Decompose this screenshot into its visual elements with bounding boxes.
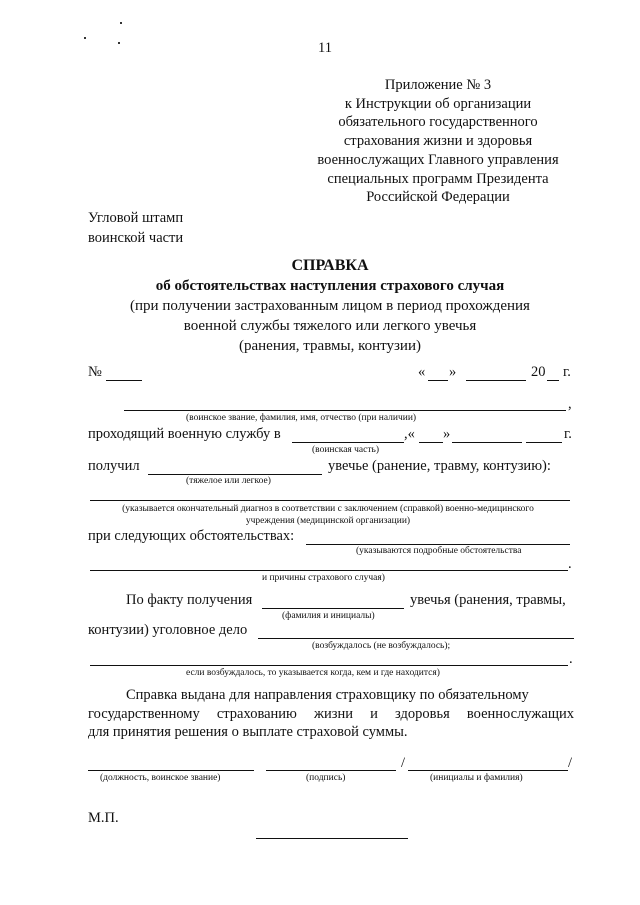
full-name-field[interactable] (124, 410, 566, 411)
row2-mid: ,« (404, 426, 415, 442)
position-caption: (должность, воинское звание) (100, 773, 221, 783)
criminal-case-label: контузии) уголовное дело (88, 622, 248, 638)
criminal-case-field-2[interactable] (90, 665, 568, 666)
title-sub: об обстоятельствах наступления страхового случая (155, 278, 505, 294)
circumstances-label: при следующих обстоятельствах: (88, 528, 295, 544)
appendix-line: Приложение № 3 (384, 77, 492, 93)
appendix-line: к Инструкции об организации (344, 95, 532, 112)
title-paren-2: военной службы тяжелого или легкого увечья (183, 318, 477, 334)
closing-line-2: государственному страхованию жизни и здоровья военнослужащих (88, 705, 574, 722)
appendix-line: военнослужащих Главного управления (317, 151, 559, 168)
bottom-rule (256, 838, 408, 839)
appendix-line: Российской Федерации (366, 189, 510, 206)
date-quote-close: » (449, 364, 457, 380)
row2-year-field[interactable] (526, 442, 562, 443)
position-field[interactable] (88, 770, 254, 771)
page-number: 11 (318, 40, 332, 56)
date-quote-open: « (418, 364, 426, 380)
signature-caption: (подпись) (306, 773, 346, 783)
service-label: проходящий военную службу в (88, 426, 281, 442)
row6-end: . (568, 556, 572, 572)
diagnosis-caption-line: (указывается окончательный диагноз в соответствии с заключением (справкой) военно-медицинского (122, 504, 534, 514)
scan-speck (118, 42, 120, 44)
diagnosis-field[interactable] (90, 500, 570, 501)
date-year-field[interactable] (547, 380, 559, 381)
criminal-case-field[interactable] (258, 638, 574, 639)
title-paren-1: (при получении застрахованным лицом в период прохождения (130, 298, 530, 314)
cause-caption: и причины страхового случая) (262, 573, 385, 583)
circumstances-field[interactable] (306, 544, 570, 545)
appendix-line: страхования жизни и здоровья (343, 133, 533, 150)
appendix-line: обязательного государственного (338, 114, 538, 131)
document-title (80, 256, 580, 356)
closing-paragraph (88, 686, 574, 742)
row2-day-field[interactable] (419, 442, 443, 443)
military-unit-field[interactable] (292, 442, 404, 443)
date-day-field[interactable] (428, 380, 448, 381)
seal-place: М.П. (88, 810, 119, 826)
stamp-line: Угловой штамп (88, 210, 184, 226)
row1-comma: , (568, 396, 572, 412)
diagnosis-caption (80, 503, 576, 527)
circumstances-caption: (указываются подробные обстоятельства (356, 546, 522, 556)
stamp-line: воинской части (88, 230, 184, 246)
fact-label: По факту получения (126, 592, 253, 608)
row7-end: увечья (ранения, травмы, (410, 592, 566, 608)
row3-end: увечье (ранение, травму, контузию): (328, 458, 551, 474)
initials-field[interactable] (408, 770, 568, 771)
injured-name-caption: (фамилия и инициалы) (282, 611, 375, 621)
scan-speck (84, 37, 86, 39)
signature-slash-1: / (401, 755, 406, 771)
title-paren-3: (ранения, травмы, контузии) (239, 338, 421, 354)
date-month-field[interactable] (466, 380, 526, 381)
injured-name-field[interactable] (262, 608, 404, 609)
received-label: получил (88, 458, 140, 474)
row9-end: . (569, 651, 573, 667)
scan-speck (120, 22, 122, 24)
diagnosis-caption-line: учреждения (медицинской организации) (245, 516, 411, 526)
number-field[interactable] (106, 380, 142, 381)
military-unit-caption: (воинская часть) (312, 445, 380, 455)
row2-month-field[interactable] (452, 442, 522, 443)
severity-caption: (тяжелое или легкое) (186, 476, 271, 486)
criminal-case-caption: (возбуждалось (не возбуждалось); (312, 641, 451, 651)
number-label: № (88, 364, 102, 380)
severity-field[interactable] (148, 474, 322, 475)
row2-end: г. (564, 426, 572, 442)
closing-line-3: для принятия решения о выплате страховой суммы. (88, 724, 408, 740)
closing-line-1: Справка выдана для направления страховщику по обязательному (126, 687, 529, 703)
full-name-caption: (воинское звание, фамилия, имя, отчество (при наличии) (186, 413, 417, 423)
criminal-case-caption-2: если возбуждалось, то указывается когда, кем и где находится) (186, 668, 440, 678)
title-main: СПРАВКА (291, 257, 369, 274)
row2-close: » (443, 426, 451, 442)
circumstances-field-2[interactable] (90, 570, 568, 571)
appendix-line: специальных программ Президента (327, 170, 549, 187)
date-year-suffix: г. (563, 364, 571, 380)
signature-slash-2: / (568, 755, 573, 771)
initials-caption: (инициалы и фамилия) (430, 773, 523, 783)
signature-field[interactable] (266, 770, 396, 771)
corner-stamp (88, 208, 183, 248)
appendix-block (300, 76, 576, 207)
date-year-prefix: 20 (531, 364, 546, 380)
